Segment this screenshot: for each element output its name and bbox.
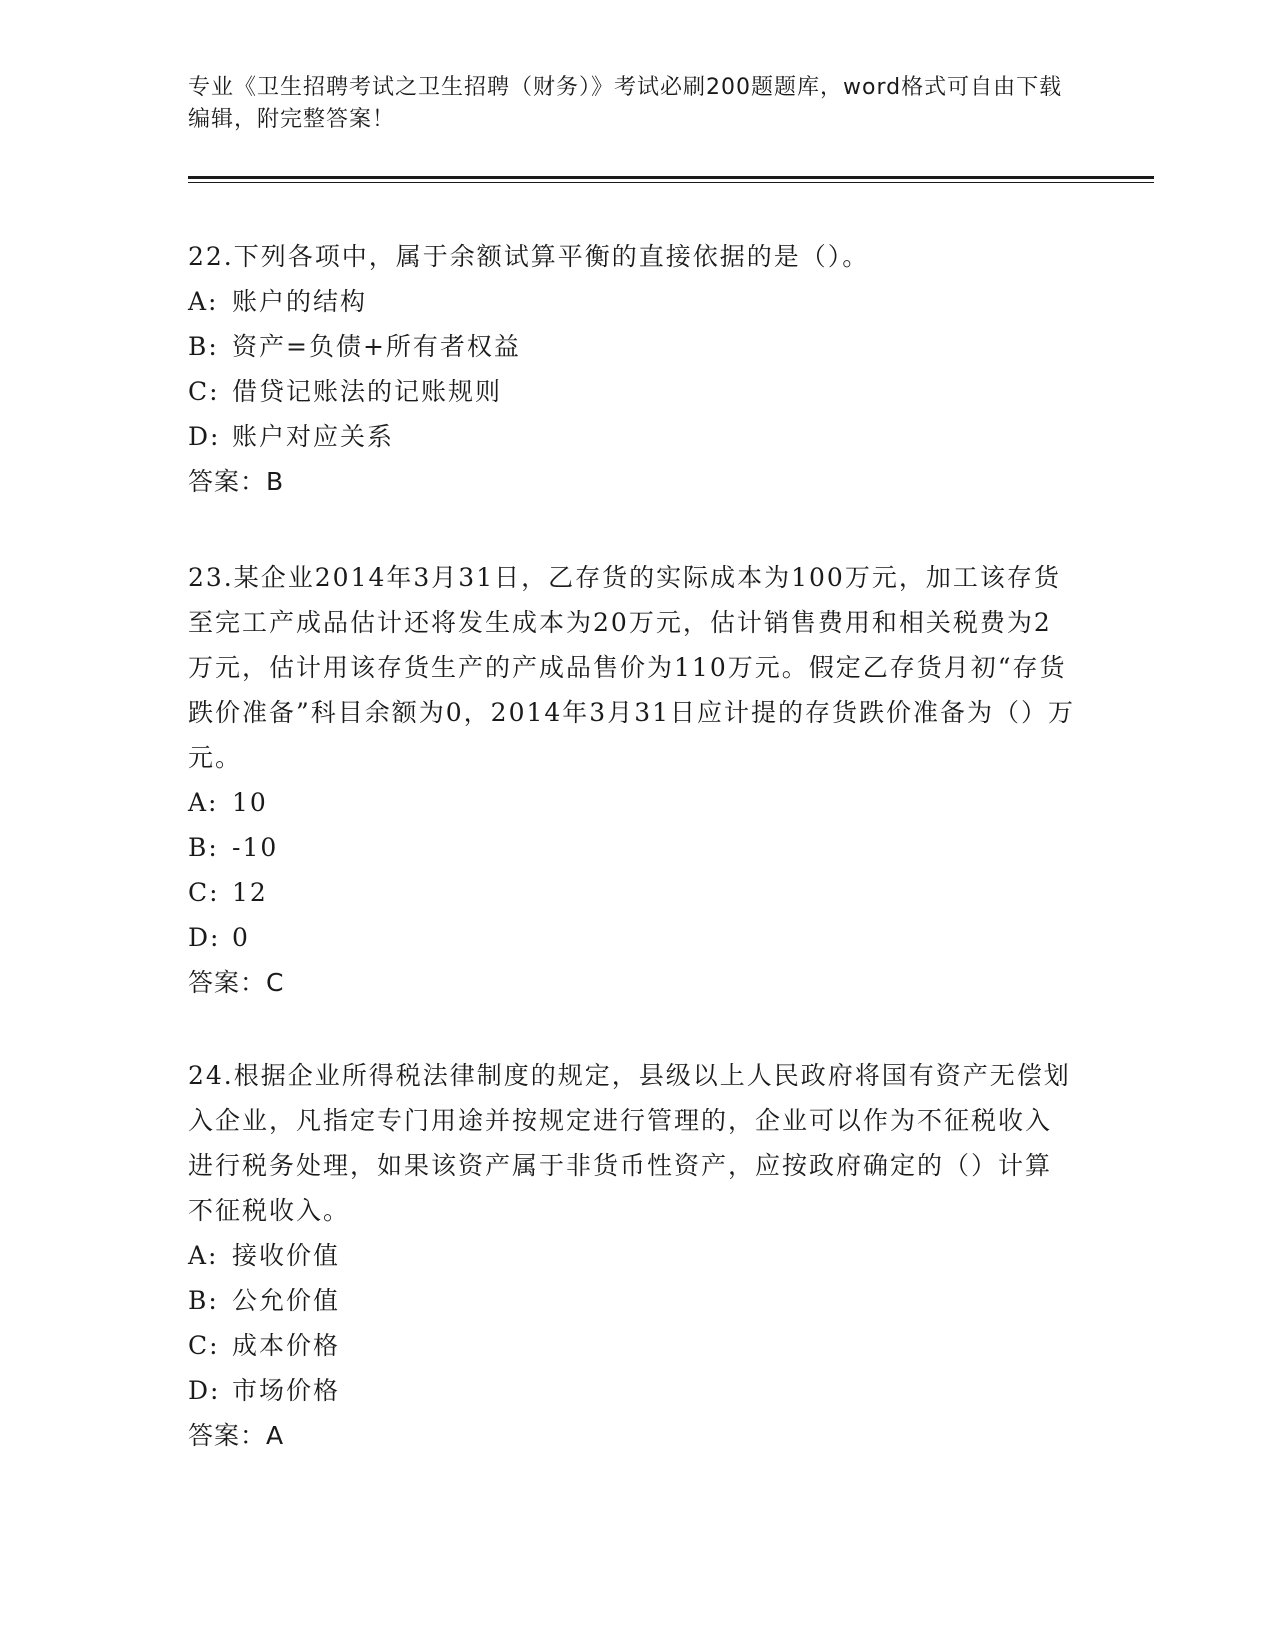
option-d: [188, 915, 1078, 960]
option-label: C:: [188, 1331, 220, 1360]
option-label: A:: [188, 788, 219, 817]
question-23: [188, 555, 1078, 1005]
answer-line: 答案：C: [188, 968, 285, 997]
question-stem: 23.某企业2014年3月31日，乙存货的实际成本为100万元，加工该存货至完工产成品估计还将发生成本为20万元，估计销售费用和相关税费为2万元，估计用该存货生产的产成品售价为110万元。假定乙存货月初“存货跌价准备”科目余额为0，2014年3月31日应计提的存货跌价准备为（）万元。: [188, 563, 1076, 772]
answer-line: 答案：B: [188, 467, 285, 496]
question-stem: 22.下列各项中，属于余额试算平衡的直接依据的是（）。: [188, 242, 870, 271]
option-b: [188, 825, 1078, 870]
option-a: [188, 279, 1078, 324]
header-divider-thick: [188, 176, 1154, 179]
option-text: 成本价格: [232, 1331, 341, 1360]
option-text: 资产=负债+所有者权益: [232, 332, 521, 361]
document-header: 专业《卫生招聘考试之卫生招聘（财务）》考试必刷200题题库，word格式可自由下载编辑，附完整答案！: [188, 75, 1063, 132]
question-stem: 24.根据企业所得税法律制度的规定，县级以上人民政府将国有资产无偿划入企业，凡指定专门用途并按规定进行管理的，企业可以作为不征税收入进行税务处理，如果该资产属于非货币性资产，应按政府确定的（）计算不征税收入。: [188, 1061, 1071, 1225]
option-c: [188, 369, 1078, 414]
option-label: D:: [188, 923, 221, 952]
option-text: 接收价值: [232, 1241, 341, 1270]
option-label: A:: [188, 1241, 219, 1270]
option-label: D:: [188, 1376, 221, 1405]
question-22: [188, 234, 1078, 504]
option-b: [188, 1278, 1078, 1323]
option-text: -10: [232, 833, 279, 862]
option-c: [188, 1323, 1078, 1368]
option-label: D:: [188, 422, 221, 451]
question-24: [188, 1053, 1078, 1458]
answer-line: 答案：A: [188, 1421, 285, 1450]
option-a: [188, 1233, 1078, 1278]
option-text: 12: [232, 878, 268, 907]
option-label: B:: [188, 833, 219, 862]
option-text: 10: [232, 788, 268, 817]
option-label: C:: [188, 377, 220, 406]
option-text: 借贷记账法的记账规则: [232, 377, 503, 406]
option-d: [188, 1368, 1078, 1413]
option-d: [188, 414, 1078, 459]
option-text: 市场价格: [232, 1376, 341, 1405]
option-label: B:: [188, 332, 219, 361]
option-label: C:: [188, 878, 220, 907]
option-label: A:: [188, 287, 219, 316]
option-b: [188, 324, 1078, 369]
option-label: B:: [188, 1286, 219, 1315]
option-text: 账户对应关系: [232, 422, 395, 451]
option-text: 公允价值: [232, 1286, 341, 1315]
option-a: [188, 780, 1078, 825]
option-text: 0: [232, 923, 250, 952]
option-text: 账户的结构: [232, 287, 368, 316]
option-c: [188, 870, 1078, 915]
header-divider-thin: [188, 182, 1154, 183]
